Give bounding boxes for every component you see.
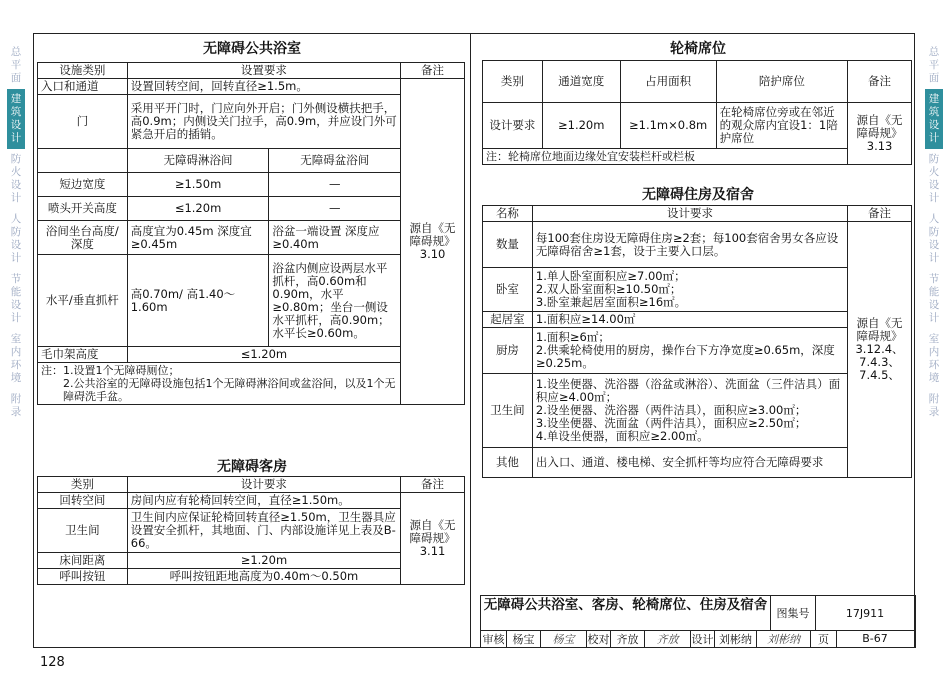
bath-note-2: 2.公共浴室的无障碍设施包括1个无障碍淋浴间或盆浴间，以及1个无障碍洗手盆。 (63, 377, 396, 403)
guest-remark: 源自《无障碍规》3.11 (401, 493, 465, 585)
housing-line: 1.面积≥6㎡； (535, 330, 610, 344)
housing-row-label: 卧室 (483, 268, 533, 312)
bath-subheader-tub: 无障碍盆浴间 (269, 149, 401, 173)
housing-row-req (532, 328, 847, 374)
bath-remark: 源自《无障碍规》3.10 (401, 79, 465, 405)
housing-header-req: 设计要求 (532, 206, 847, 222)
guest-row-req: 呼叫按钮距地高度为0.40m～0.50m (127, 569, 400, 585)
housing-row-label: 厨房 (483, 328, 533, 374)
bath-row-req: ≤1.20m (127, 347, 400, 363)
housing-line: 2.双人卧室面积≥10.50㎡； (535, 282, 682, 296)
guest-row-label: 卫生间 (38, 509, 128, 553)
tab-fire[interactable]: 防火设计 (928, 153, 940, 204)
tab-appendix[interactable]: 附录 (928, 393, 940, 418)
housing-line: 1.单人卧室面积应≥7.00㎡； (535, 269, 686, 283)
housing-row-label: 起居室 (483, 312, 533, 328)
bath-notes (38, 363, 401, 405)
housing-remark: 源自《无障碍规》3.12.4、7.4.3、7.4.5、 (848, 222, 912, 478)
housing-header-remark: 备注 (848, 206, 912, 222)
wheel-note: 注：轮椅席位地面边缘处宜安装栏杆或栏板 (483, 149, 848, 165)
tab-interior[interactable]: 室内环境 (10, 333, 22, 384)
wheel-row-label: 设计要求 (483, 103, 543, 149)
tab-energy[interactable]: 节能设计 (10, 273, 22, 324)
bath-cell: — (269, 197, 401, 221)
center-divider (470, 33, 471, 648)
bath-row-label: 浴间坐台高度/深度 (38, 221, 128, 255)
bath-cell: ≤1.20m (127, 197, 269, 221)
bath-cell: 高0.70m/ 高1.40～1.60m (127, 255, 269, 347)
wheel-remark: 源自《无障碍规》3.13 (848, 103, 912, 165)
checker-name: 齐放 (611, 630, 645, 647)
bath-note-1: 注：1.设置1个无障碍厕位； (41, 364, 180, 377)
tab-fire[interactable]: 防火设计 (10, 153, 22, 204)
bath-row-label: 水平/垂直抓杆 (38, 255, 128, 347)
housing-line: 2.设坐便器、洗浴器（两件洁具），面积应≥3.00㎡； (535, 403, 807, 417)
right-section-tabs (926, 42, 942, 423)
reviewer-signature: 杨宝 (541, 630, 587, 647)
housing-row-req (532, 268, 847, 312)
housing-line: 1.设坐便器、洗浴器（浴盆或淋浴）、洗面盆（三件洁具）面积应≥4.00㎡； (535, 377, 841, 404)
check-label: 校对 (587, 630, 611, 647)
bath-row-label: 毛巾架高度 (38, 347, 128, 363)
housing-line: 3.设坐便器、洗面盆（两件洁具），面积应≥2.50㎡； (535, 416, 807, 430)
review-label: 审核 (481, 630, 507, 647)
bath-row-label: 门 (38, 95, 128, 149)
wheel-header-width: 通道宽度 (542, 61, 620, 103)
housing-header-name: 名称 (483, 206, 533, 222)
tab-site-plan[interactable]: 总平面 (10, 46, 22, 84)
housing-row-req (532, 374, 847, 448)
bath-row-label (38, 149, 128, 173)
wheel-escort: 在轮椅席位旁或在邻近的观众席内宜设1：1陪护席位 (716, 103, 848, 149)
bath-row-label: 短边宽度 (38, 173, 128, 197)
guest-row-label: 呼叫按钮 (38, 569, 128, 585)
page-label: 页 (811, 630, 837, 647)
page-code: B-67 (862, 632, 888, 645)
bath-cell: ≥1.50m (127, 173, 269, 197)
tab-civil-defense[interactable]: 人防设计 (10, 213, 22, 264)
bath-cell: 浴盆内侧应设两层水平抓杆，高0.60m和0.90m，水平≥0.80m；坐台一侧设水平抓杆，高0.90m；水平长≥0.60m。 (269, 255, 401, 347)
wheel-header-type: 类别 (483, 61, 543, 103)
guest-row-req: ≥1.20m (127, 553, 400, 569)
tab-civil-defense[interactable]: 人防设计 (928, 213, 940, 264)
tab-appendix[interactable]: 附录 (10, 393, 22, 418)
tab-architecture[interactable]: 建筑设计 (925, 89, 943, 149)
bath-cell: 浴盆一端设置 深度应≥0.40m (269, 221, 401, 255)
reviewer-name: 杨宝 (507, 630, 541, 647)
guest-header-req: 设计要求 (127, 477, 400, 493)
atlas-number: 17J911 (845, 606, 885, 620)
tab-architecture[interactable]: 建筑设计 (7, 89, 25, 149)
drawing-title: 无障碍公共浴室、客房、轮椅席位、住房及宿舍 (481, 596, 771, 630)
housing-line: 2.供乘轮椅使用的厨房，操作台下方净宽度≥0.65m，深度≥0.25m。 (535, 343, 835, 370)
housing-row-label: 其他 (483, 448, 533, 478)
housing-row-label: 数量 (483, 222, 533, 268)
housing-line: 4.单设坐便器，面积应≥2.00㎡。 (535, 429, 709, 443)
designer-signature: 刘彬纳 (757, 630, 811, 647)
housing-row-req: 出入口、通道、楼电梯、安全抓杆等均应符合无障碍要求 (532, 448, 847, 478)
housing-row-req: 每100套住房设无障碍住房≥2套；每100套宿舍男女各应设无障碍宿舍≥1套，设于主要入口层。 (532, 222, 847, 268)
bath-title: 无障碍公共浴室 (203, 41, 301, 57)
guest-row-label: 床间距离 (38, 553, 128, 569)
wheel-header-escort: 陪护席位 (716, 61, 848, 103)
tab-site-plan[interactable]: 总平面 (928, 46, 940, 84)
bath-row-req: 设置回转空间，回转直径≥1.5m。 (127, 79, 400, 95)
bath-header-req: 设置要求 (127, 63, 400, 79)
guest-row-req: 房间内应有轮椅回转空间，直径≥1.50m。 (127, 493, 400, 509)
atlas-label: 图集号 (771, 596, 816, 630)
page-number: 128 (40, 655, 65, 670)
wheel-area: ≥1.1m×0.8m (620, 103, 716, 149)
guest-row-req: 卫生间内应保证轮椅回转直径≥1.50m，卫生器具应设置安全抓杆，其地面、门、内部设施详见上表及B-66。 (127, 509, 400, 553)
bath-header-type: 设施类别 (38, 63, 128, 79)
guest-header-remark: 备注 (401, 477, 465, 493)
guest-header-type: 类别 (38, 477, 128, 493)
guest-title: 无障碍客房 (217, 459, 287, 475)
bath-subheader-shower: 无障碍淋浴间 (127, 149, 269, 173)
bath-row-req: 采用平开门时，门应向外开启；门外侧设横扶把手，高0.9m；内侧设关门拉手，高0.9m，并应设门外可紧急开启的插销。 (127, 95, 400, 149)
housing-row-label: 卫生间 (483, 374, 533, 448)
checker-signature: 齐放 (645, 630, 691, 647)
design-label: 设计 (691, 630, 715, 647)
bath-table (37, 62, 465, 405)
wheel-width: ≥1.20m (542, 103, 620, 149)
housing-line: 3.卧室兼起居室面积≥16㎡。 (535, 295, 687, 309)
housing-title: 无障碍住房及宿舍 (642, 187, 754, 203)
housing-row-req: 1.面积应≥14.00㎡ (532, 312, 847, 328)
wheel-header-remark: 备注 (848, 61, 912, 103)
wheel-table (482, 60, 912, 165)
housing-table (482, 205, 912, 478)
bath-header-remark: 备注 (401, 63, 465, 79)
guest-table (37, 476, 465, 585)
bath-row-label: 喷头开关高度 (38, 197, 128, 221)
tab-interior[interactable]: 室内环境 (928, 333, 940, 384)
designer-name: 刘彬纳 (715, 630, 757, 647)
guest-row-label: 回转空间 (38, 493, 128, 509)
tab-energy[interactable]: 节能设计 (928, 273, 940, 324)
title-block (480, 595, 916, 648)
bath-cell: — (269, 173, 401, 197)
bath-row-label: 入口和通道 (38, 79, 128, 95)
left-section-tabs (8, 42, 24, 423)
bath-cell: 高度宜为0.45m 深度宜≥0.45m (127, 221, 269, 255)
wheel-title: 轮椅席位 (670, 41, 726, 57)
wheel-header-area: 占用面积 (620, 61, 716, 103)
